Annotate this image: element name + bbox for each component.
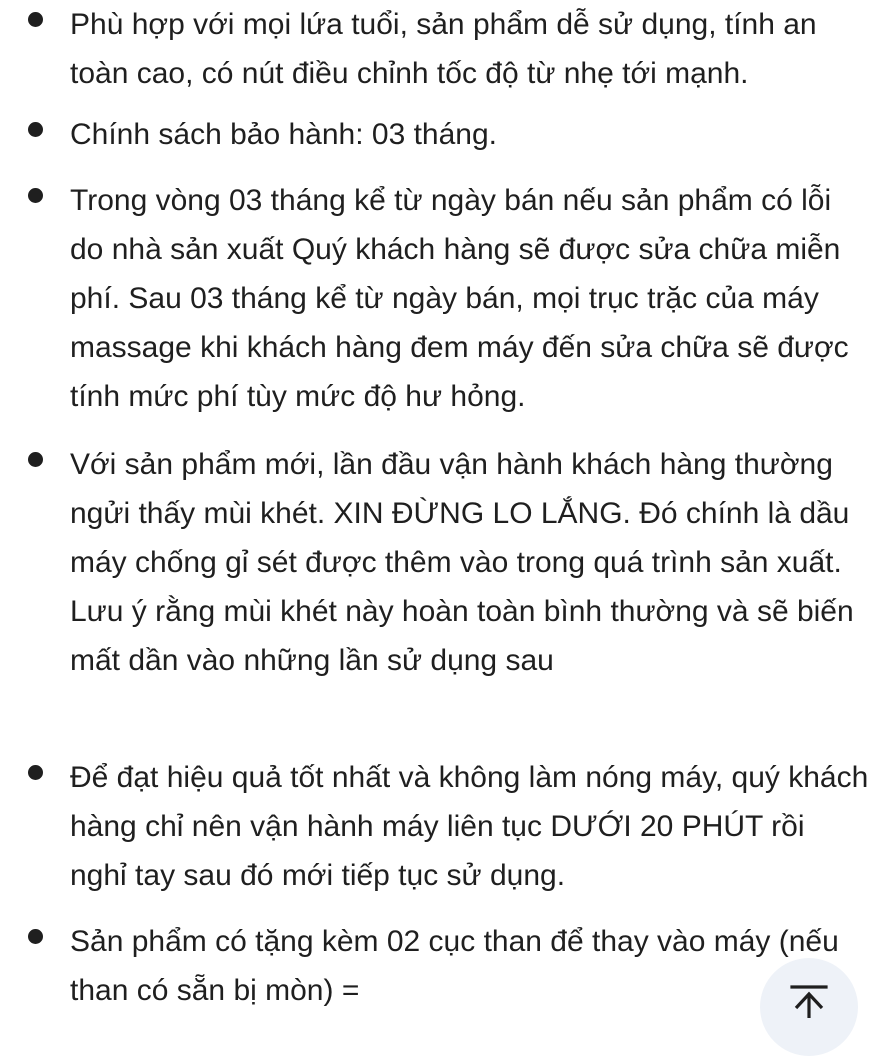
bullet-dot-icon [28,929,43,944]
list-item-text: Trong vòng 03 tháng kể từ ngày bán nếu sản phẩm có lỗi do nhà sản xuất Quý khách hàng sẽ được sửa chữa miễn phí. Sau 03 tháng kể từ ngày bán, mọi trục trặc của máy massage khi khách hàng đem máy đến sửa chữa sẽ được tính mức phí tùy mức độ hư hỏng. [70,184,849,413]
list-item [0,440,879,685]
list-item [0,110,507,159]
list-item-text: Phù hợp với mọi lứa tuổi, sản phẩm dễ sử dụng, tính an toàn cao, có nút điều chỉnh tốc độ từ nhẹ tới mạnh. [70,8,817,90]
bullet-dot-icon [28,452,43,467]
list-item [0,0,879,98]
bullet-dot-icon [28,122,43,137]
bullet-dot-icon [28,12,43,27]
list-item-text: Với sản phẩm mới, lần đầu vận hành khách hàng thường ngửi thấy mùi khét. XIN ĐỪNG LO LẮNG. Đó chính là dầu máy chống gỉ sét được thêm vào trong quá trình sản xuất. Lưu ý rằng mùi khét này hoàn toàn bình thường và sẽ biến mất dần vào những lần sử dụng sau [70,448,854,677]
list-item [0,917,879,1015]
bullet-dot-icon [28,765,43,780]
list-item-text: Chính sách bảo hành: 03 tháng. [70,118,498,151]
bullet-dot-icon [28,188,43,203]
list-item-text: Để đạt hiệu quả tốt nhất và không làm nóng máy, quý khách hàng chỉ nên vận hành máy liên tục DƯỚI 20 PHÚT rồi nghỉ tay sau đó mới tiếp tục sử dụng. [70,761,869,892]
list-item-text: Sản phẩm có tặng kèm 02 cục than để thay vào máy (nếu than có sẵn bị mòn) = [70,925,839,1007]
list-item [0,176,879,421]
arrow-up-to-top-icon [789,984,829,1018]
scroll-to-top-button[interactable] [760,958,858,1056]
list-item [0,753,879,900]
